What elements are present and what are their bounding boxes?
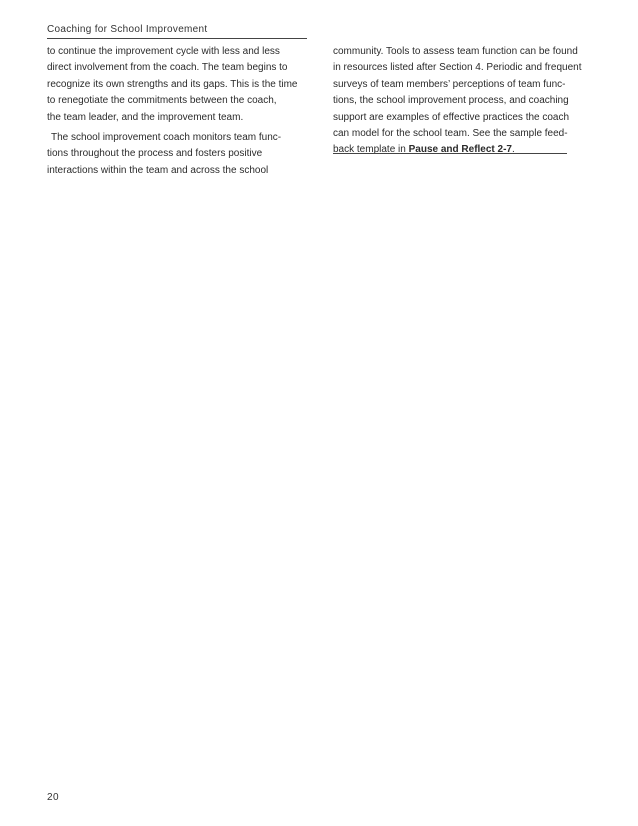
text-line: can model for the school team. See the sample feed- (333, 128, 568, 140)
text-line: support are examples of effective practices the coach (333, 111, 570, 123)
text-line: to continue the improvement cycle with less and less (47, 46, 280, 57)
text-line: interactions within the team and across the school (47, 164, 269, 176)
cross-reference: Pause and Reflect 2-7 (408, 144, 512, 156)
text-line-last (333, 142, 595, 158)
text-line: tions throughout the process and fosters positive (47, 148, 263, 160)
page-number: 20 (47, 792, 60, 803)
left-column (47, 44, 309, 179)
text-line: surveys of team members’ perceptions of team func- (333, 78, 566, 90)
text-line: in resources listed after Section 4. Periodic and frequent (333, 62, 582, 74)
text-line: direct involvement from the coach. The team begins to (47, 62, 288, 74)
text-line: community. Tools to assess team function can be found (333, 46, 578, 57)
running-header: Coaching for School Improvement (47, 24, 208, 35)
text-fragment: . (511, 144, 515, 156)
right-column (333, 44, 595, 159)
text-fragment: back template in (333, 144, 409, 156)
header-rule (47, 38, 307, 39)
section-rule (333, 153, 567, 154)
text-line: to renegotiate the commitments between the coach, (47, 95, 277, 107)
text-line: recognize its own strengths and its gaps. This is the time (47, 78, 298, 90)
text-line: the team leader, and the improvement team. (47, 111, 244, 123)
text-line: tions, the school improvement process, and coaching (333, 95, 569, 107)
text-line: The school improvement coach monitors team func- (51, 132, 282, 144)
